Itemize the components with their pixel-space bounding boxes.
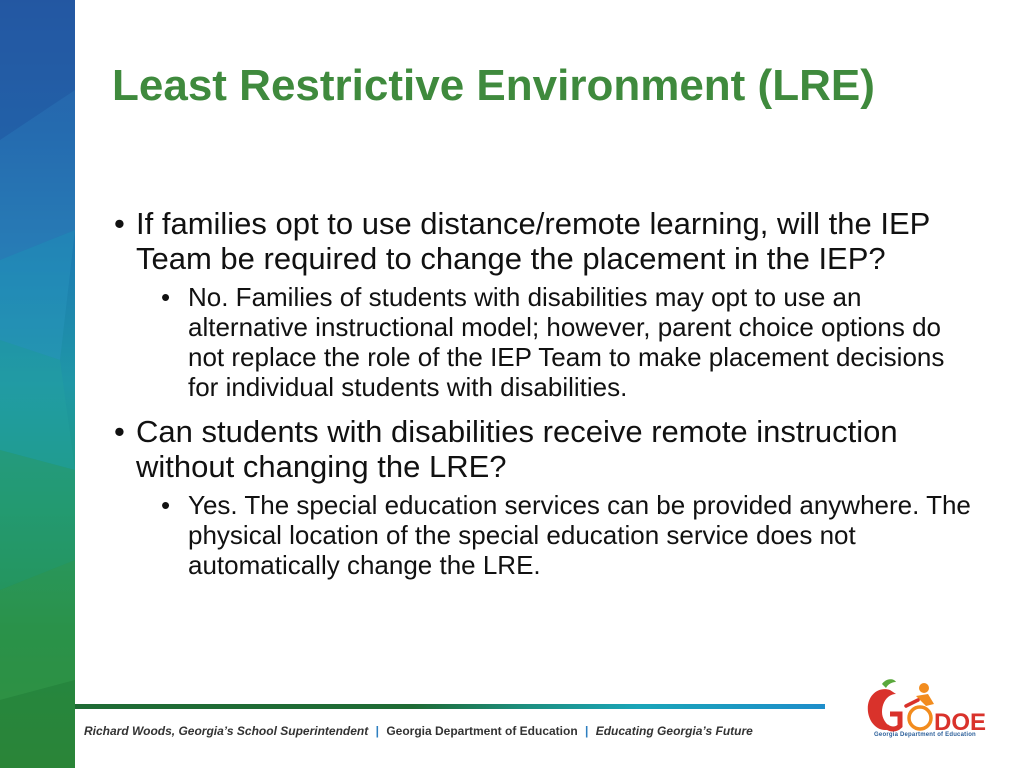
footer-superintendent: Richard Woods, Georgia’s School Superintendent bbox=[84, 724, 369, 738]
footer-department: Georgia Department of Education bbox=[386, 724, 578, 738]
sub-bullet-1-text: No. Families of students with disabilities may opt to use an alternative instructional model; however, parent choice options do not replace the role of the IEP Team to make placement decisions for individual students with disabilities. bbox=[188, 282, 945, 402]
sub-bullet-2-text: Yes. The special education services can be provided anywhere. The physical location of the special education service does not automatically change the LRE. bbox=[188, 490, 971, 580]
footer bbox=[84, 724, 753, 738]
footer-divider bbox=[75, 704, 825, 709]
footer-separator: | bbox=[375, 724, 379, 738]
sub-bullet-1 bbox=[161, 282, 978, 402]
slide-title: Least Restrictive Environment (LRE) bbox=[112, 61, 875, 110]
side-strip-pattern bbox=[0, 0, 75, 768]
logo-text: DOE bbox=[934, 709, 987, 736]
sub-bullet-marker: • bbox=[161, 282, 171, 312]
bullet-2: • Can students with disabilities receive remote instruction without changing the LRE? bbox=[112, 414, 992, 484]
bullet-1: • If families opt to use distance/remote learning, will the IEP Team be required to change the placement in the IEP? bbox=[112, 206, 992, 276]
footer-tagline: Educating Georgia’s Future bbox=[595, 724, 753, 738]
slide-content bbox=[112, 206, 992, 580]
sub-bullet-2 bbox=[161, 490, 978, 580]
footer-separator: | bbox=[585, 724, 589, 738]
logo-subtitle: Georgia Department of Education bbox=[874, 732, 976, 738]
decorative-side-strip bbox=[0, 0, 75, 768]
sub-bullet-marker: • bbox=[161, 490, 171, 520]
